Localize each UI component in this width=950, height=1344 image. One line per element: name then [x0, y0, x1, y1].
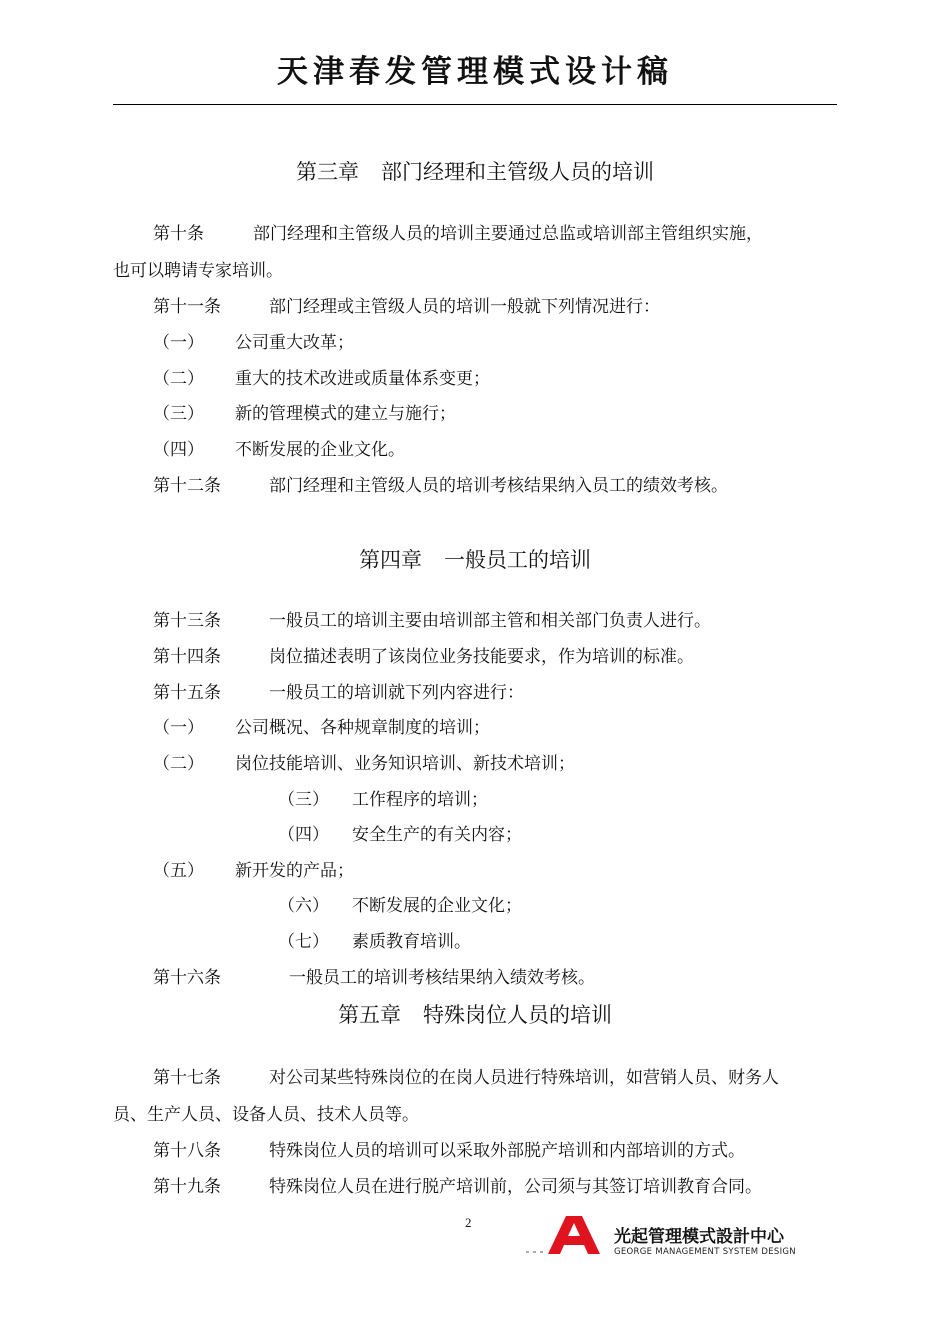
item-label: （四）	[153, 440, 204, 460]
chapter-title: 部门经理和主管级人员的培训	[381, 160, 654, 184]
logo-red-a	[548, 1216, 600, 1254]
list-item	[153, 754, 575, 774]
item-label: （四）	[278, 825, 329, 845]
item-text: 素质教育培训。	[352, 932, 471, 952]
list-item	[278, 825, 522, 845]
item-text: 公司概况、各种规章制度的培训；	[235, 718, 490, 738]
logo-a-mark-icon	[522, 1214, 612, 1260]
list-item	[153, 861, 354, 881]
chapter-4-heading	[113, 544, 837, 574]
list-item	[153, 369, 490, 389]
list-item	[278, 932, 471, 952]
article-text: 对公司某些特殊岗位的在岗人员进行特殊培训，如营销人员、财务人	[269, 1068, 779, 1088]
article-text: 特殊岗位人员的培训可以采取外部脱产培训和内部培训的方式。	[269, 1141, 745, 1161]
item-text: 岗位技能培训、业务知识培训、新技术培训；	[235, 754, 575, 774]
article-label: 第十三条	[153, 611, 221, 631]
article-text: 部门经理和主管级人员的培训考核结果纳入员工的绩效考核。	[269, 476, 728, 496]
article-14	[153, 647, 694, 667]
article-label: 第十五条	[153, 683, 221, 703]
item-label: （一）	[153, 333, 204, 353]
article-16	[153, 968, 595, 988]
article-label: 第十条	[153, 224, 204, 244]
chapter-title: 一般员工的培训	[444, 548, 591, 572]
header-divider	[113, 104, 837, 105]
article-19	[153, 1177, 762, 1197]
list-item	[278, 896, 522, 916]
item-text: 安全生产的有关内容；	[352, 825, 522, 845]
article-text: 岗位描述表明了该岗位业务技能要求，作为培训的标准。	[269, 647, 694, 667]
article-label: 第十一条	[153, 297, 221, 317]
article-10-continuation: 也可以聘请专家培训。	[113, 261, 283, 281]
chapter-number: 第五章	[338, 1003, 401, 1027]
item-label: （一）	[153, 718, 204, 738]
item-label: （六）	[278, 896, 329, 916]
list-item	[153, 404, 456, 424]
article-text: 一般员工的培训主要由培训部主管和相关部门负责人进行。	[269, 611, 711, 631]
item-label: （五）	[153, 861, 204, 881]
item-text: 重大的技术改进或质量体系变更；	[235, 369, 490, 389]
item-label: （三）	[278, 790, 329, 810]
item-label: （三）	[153, 404, 204, 424]
article-text: 部门经理和主管级人员的培训主要通过总监或培训部主管组织实施，	[253, 224, 763, 244]
article-label: 第十四条	[153, 647, 221, 667]
article-12	[153, 476, 728, 496]
item-label: （七）	[278, 932, 329, 952]
company-logo	[522, 1214, 822, 1260]
chapter-5-heading	[113, 999, 837, 1029]
chapter-number: 第三章	[296, 160, 359, 184]
article-17-continuation: 员、生产人员、设备人员、技术人员等。	[113, 1105, 419, 1125]
item-text: 工作程序的培训；	[352, 790, 488, 810]
item-label: （二）	[153, 754, 204, 774]
article-17	[153, 1068, 779, 1088]
logo-company-name: 光起管理模式設計中心	[614, 1227, 784, 1247]
list-item	[153, 718, 490, 738]
article-text: 部门经理或主管级人员的培训一般就下列情况进行：	[269, 297, 660, 317]
article-11	[153, 297, 660, 317]
article-13	[153, 611, 711, 631]
chapter-title: 特殊岗位人员的培训	[423, 1003, 612, 1027]
document-header-title: 天津春发管理模式设计稿	[277, 54, 673, 90]
article-label: 第十八条	[153, 1141, 221, 1161]
article-label: 第十九条	[153, 1177, 221, 1197]
article-label: 第十二条	[153, 476, 221, 496]
item-text: 不断发展的企业文化；	[352, 896, 522, 916]
list-item	[153, 333, 354, 353]
article-15	[153, 683, 524, 703]
item-text: 新的管理模式的建立与施行；	[235, 404, 456, 424]
list-item	[153, 440, 405, 460]
item-text: 公司重大改革；	[235, 333, 354, 353]
item-label: （二）	[153, 369, 204, 389]
article-10	[153, 224, 763, 244]
article-label: 第十六条	[153, 968, 221, 988]
article-text: 一般员工的培训考核结果纳入绩效考核。	[289, 968, 595, 988]
article-text: 一般员工的培训就下列内容进行：	[269, 683, 524, 703]
article-18	[153, 1141, 745, 1161]
logo-subtitle: GEORGE MANAGEMENT SYSTEM DESIGN	[614, 1247, 796, 1257]
item-text: 新开发的产品；	[235, 861, 354, 881]
page-number: 2	[465, 1215, 472, 1230]
chapter-3-heading	[113, 156, 837, 186]
article-text: 特殊岗位人员在进行脱产培训前，公司须与其签订培训教育合同。	[269, 1177, 762, 1197]
article-label: 第十七条	[153, 1068, 221, 1088]
item-text: 不断发展的企业文化。	[235, 440, 405, 460]
list-item	[278, 790, 488, 810]
chapter-number: 第四章	[359, 548, 422, 572]
